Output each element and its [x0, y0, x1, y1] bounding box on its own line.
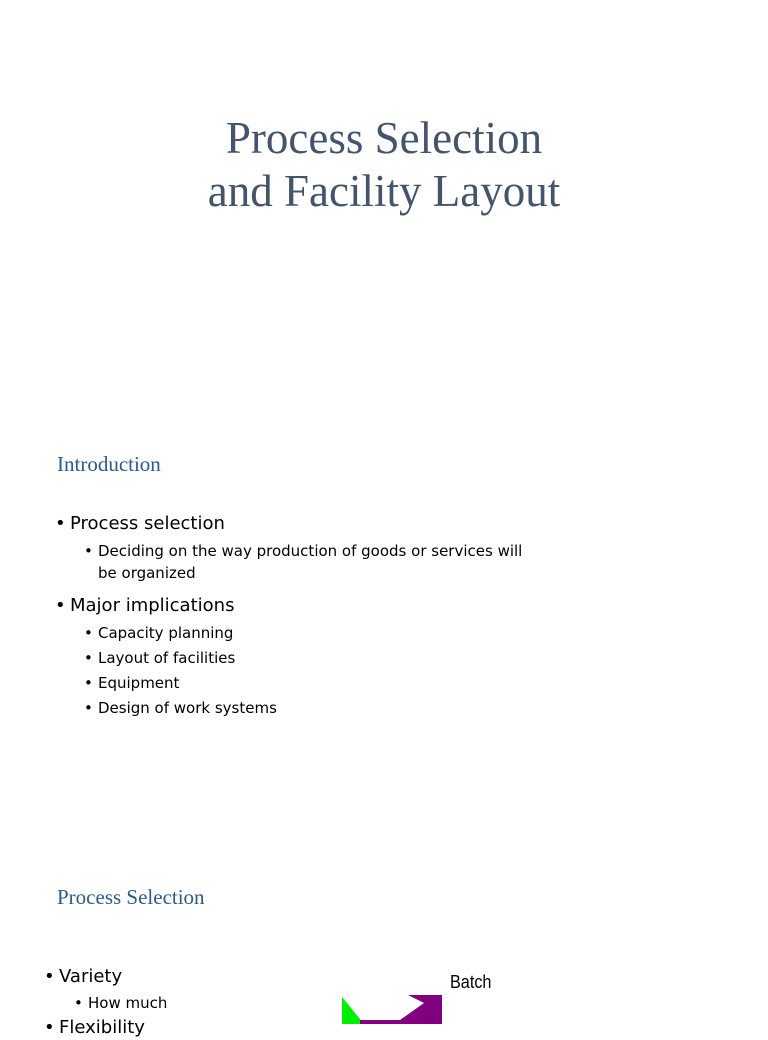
purple-arrow-shape: [360, 995, 442, 1024]
sub-bullet-layout-of-facilities: • Layout of facilities: [84, 647, 538, 669]
process-selection-heading: Process Selection: [57, 885, 205, 909]
slide-title: [0, 112, 768, 218]
bullet-major-implications: • Major implications: [55, 594, 538, 618]
sub-bullet-how-much: • How much: [74, 992, 167, 1014]
sub-bullet-capacity-planning: • Capacity planning: [84, 622, 538, 644]
process-selection-bullet-list: [44, 965, 167, 1040]
bullet-flexibility: • Flexibility: [44, 1016, 167, 1040]
sub-bullet-equipment: • Equipment: [84, 672, 538, 694]
sub-bullet-design-of-work-systems: • Design of work systems: [84, 697, 538, 719]
bullet-process-selection: • Process selection: [55, 512, 538, 536]
bullet-variety: • Variety: [44, 965, 167, 989]
sub-bullet-deciding: • Deciding on the way production of goods or services will be organized: [84, 540, 538, 584]
title-line-2: and Facility Layout: [207, 166, 561, 216]
introduction-bullet-list: [55, 512, 538, 719]
introduction-heading: Introduction: [57, 452, 161, 476]
title-line-1: Process Selection: [225, 113, 543, 163]
process-arrow-diagram: [330, 985, 460, 1024]
green-arrow-shape: [342, 997, 364, 1024]
batch-label: Batch: [450, 972, 492, 992]
